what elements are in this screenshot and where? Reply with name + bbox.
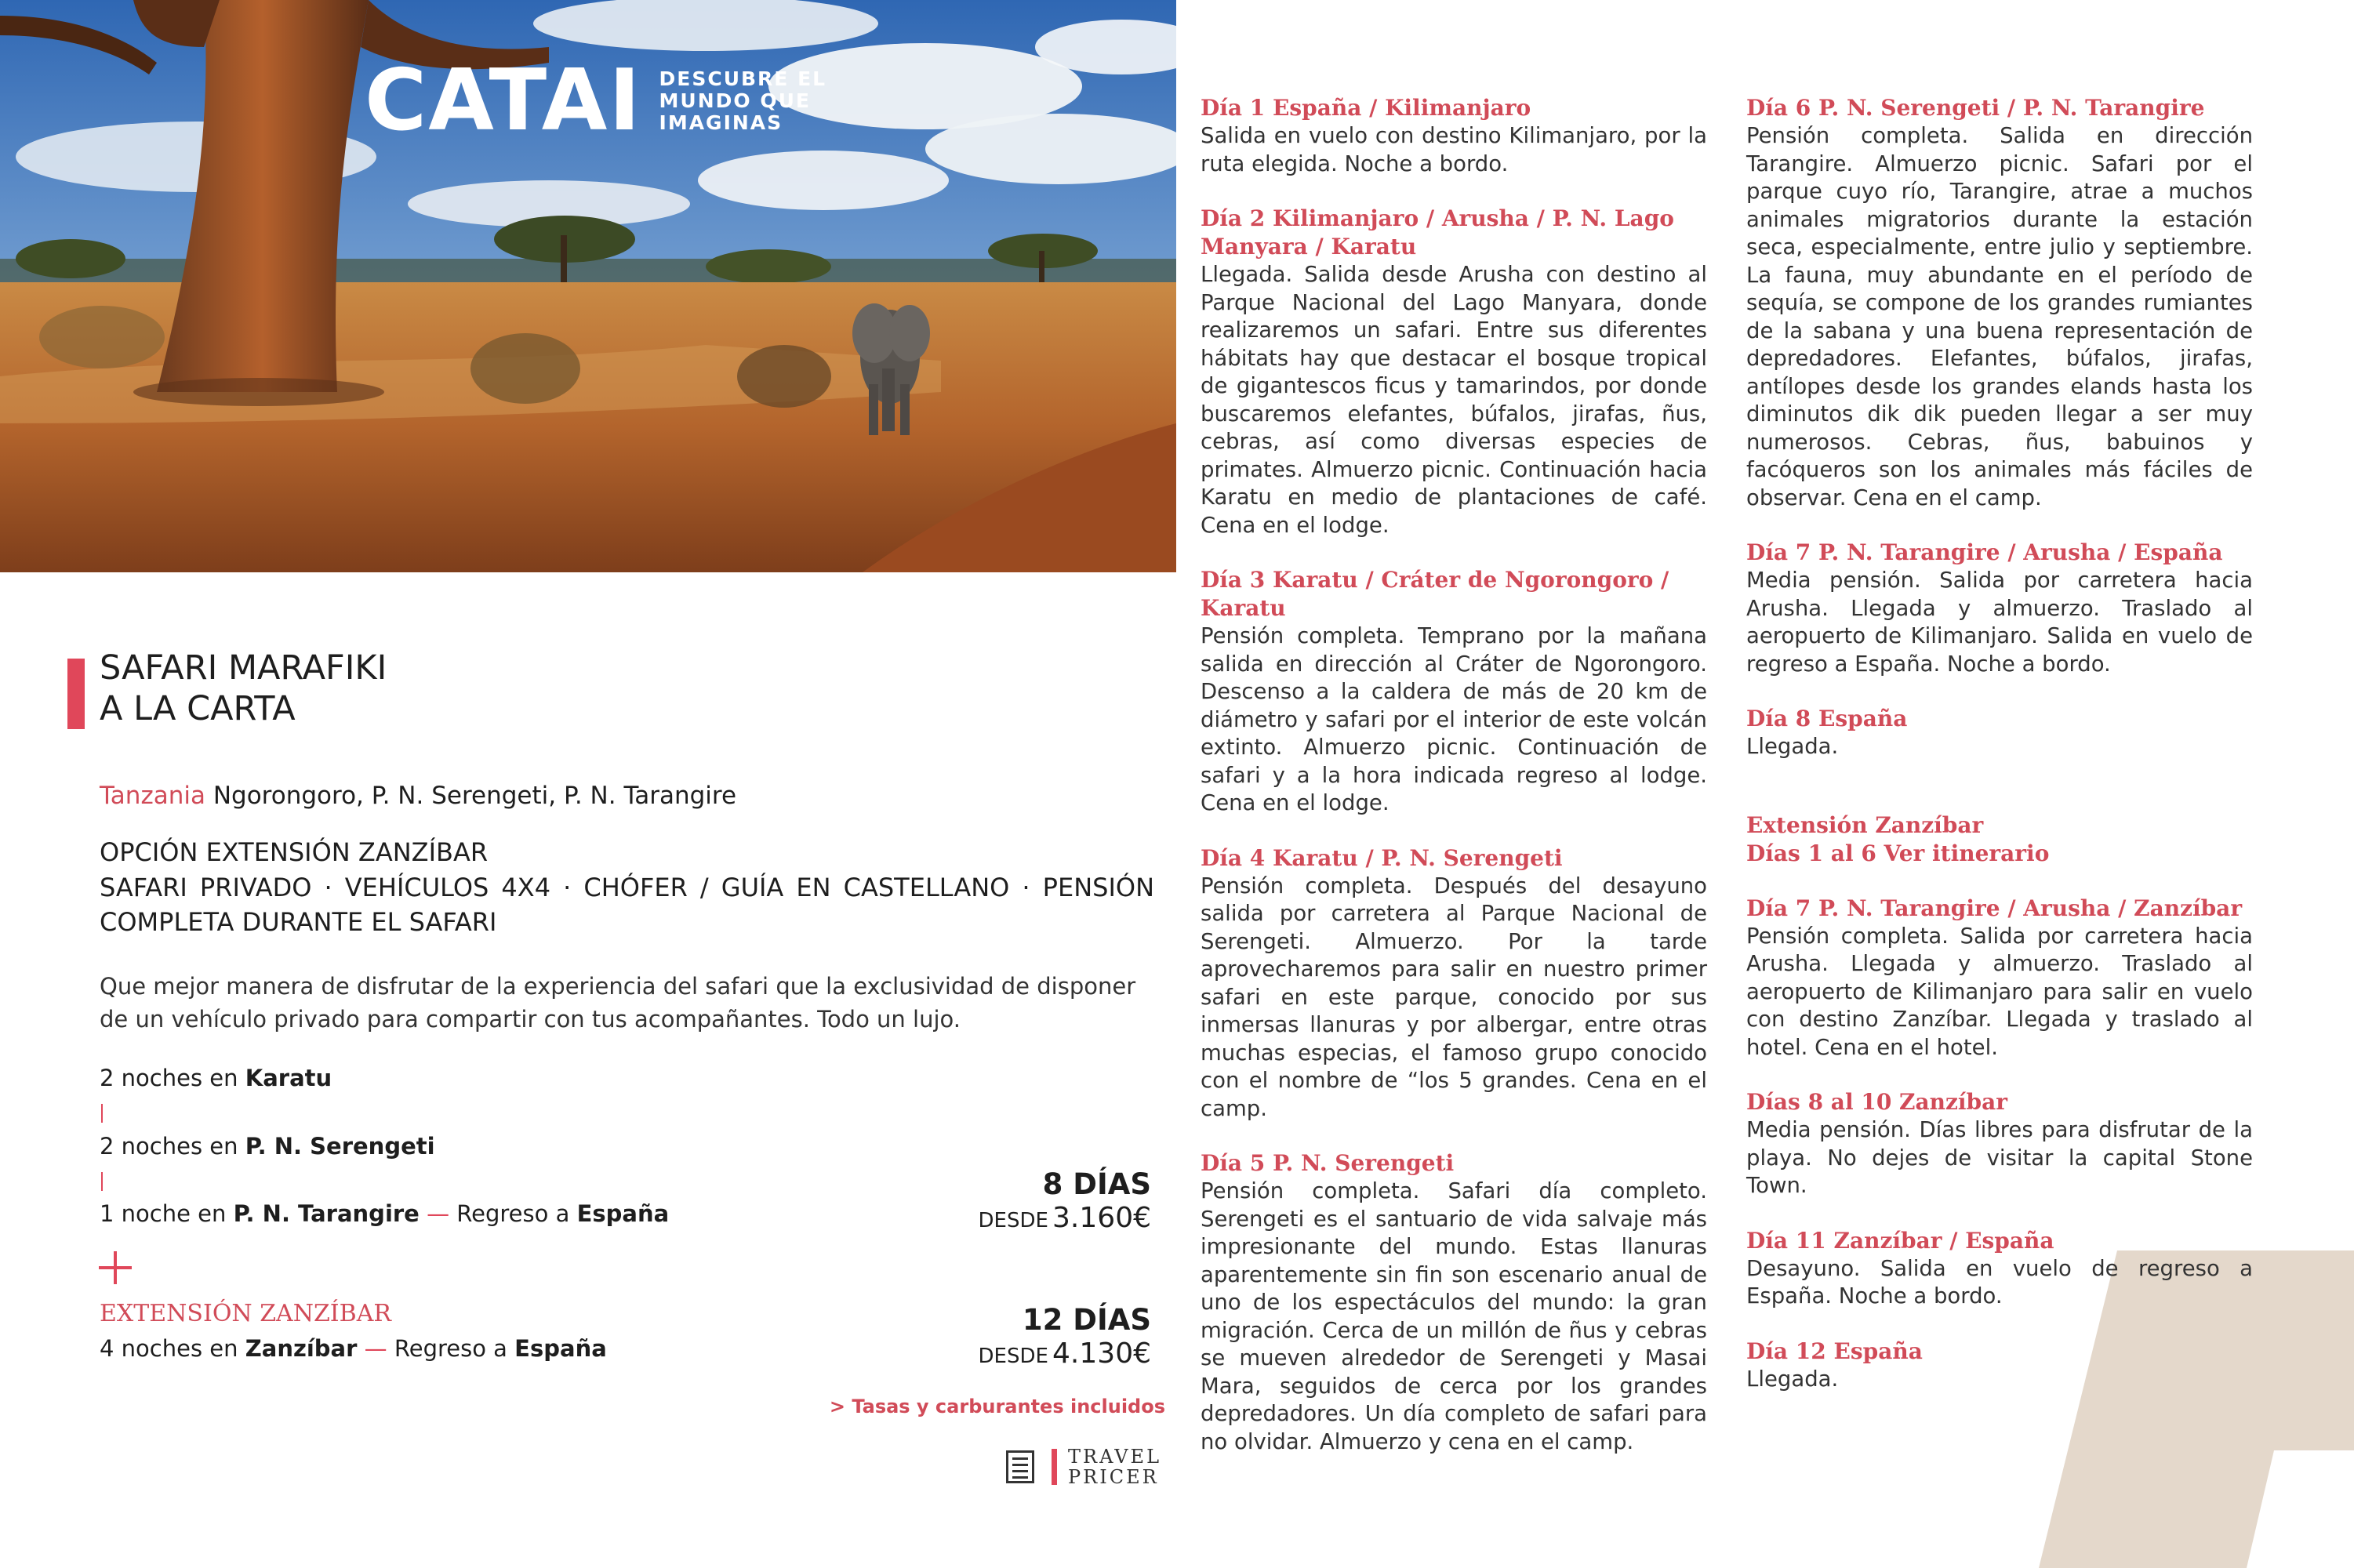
price-from: DESDE 4.130€: [978, 1338, 1151, 1370]
logo-wordmark: CATAI: [365, 52, 642, 150]
places-label: Ngorongoro, P. N. Serengeti, P. N. Tarangire: [213, 782, 737, 810]
itinerary-day: [1746, 705, 2253, 761]
travel-pricer-logo: TRAVEL PRICER: [1006, 1446, 1161, 1487]
itinerary-day: [1746, 539, 2253, 678]
itinerary-day: [1201, 205, 1707, 539]
day-text: Llegada.: [1746, 734, 1839, 759]
day-text: Media pensión. Salida por carretera hacia Arusha. Llegada y almuerzo. Traslado al aeropuerto de Kilimanjaro. Salida en vuelo de regreso a España. Noche a bordo.: [1746, 568, 2253, 677]
itinerary-day: [1201, 1149, 1707, 1456]
day-text: Pensión completa. Temprano por la mañana salida en dirección al Cráter de Ngorongoro. Descenso a la caldera de más de 20 km de diámetro y safari por el interior de este volcán extinto. Almuerzo picnic. Continuación de safari y a la hora indicada regreso al lodge. Cena en el lodge.: [1201, 623, 1707, 815]
day-title: Día 5 P. N. Serengeti: [1201, 1150, 1455, 1176]
itinerary-day: [1746, 1227, 2253, 1311]
price-days: 8 DÍAS: [1042, 1167, 1151, 1201]
day-title: Día 7 P. N. Tarangire / Arusha / España: [1746, 539, 2223, 565]
itinerary-column: [1201, 94, 1707, 1483]
day-title: Día 3 Karatu / Cráter de Ngorongoro / Karatu: [1201, 567, 1669, 621]
day-title: Día 1 España / Kilimanjaro: [1201, 95, 1531, 121]
itinerary-column: [1746, 94, 2253, 1420]
day-text: Llegada.: [1746, 1366, 1839, 1392]
trip-title: SAFARI MARAFIKI A LA CARTA: [100, 648, 387, 728]
title-accent-bar: [67, 659, 85, 729]
day-title: Día 8 España: [1746, 706, 1908, 731]
day-text: Pensión completa. Safari día completo. Serengeti es el santuario de vida salvaje más impresionante del mundo. Estas llanuras aparentemente sin fin son escenario anual de uno de los espectáculos del mundo: la gran migración. Cerca de un millón de ñus y cebras se mueven alrededor de Serengeti y Masai Mara, seguidos de cerca por los grandes depredadores. Un día completo de safari para no olvidar. Almuerzo y cena en el camp.: [1201, 1178, 1707, 1454]
day-title: Día 2 Kilimanjaro / Arusha / P. N. Lago Manyara / Karatu: [1201, 205, 1674, 260]
day-title: Día 12 España: [1746, 1338, 1923, 1364]
itinerary-day: [1201, 94, 1707, 178]
features-text: SAFARI PRIVADO · VEHÍCULOS 4X4 · CHÓFER / GUÍA EN CASTELLANO · PENSIÓN COMPLETA DURANTE EL SAFARI: [100, 873, 1154, 937]
plus-icon: [99, 1251, 132, 1284]
stay-item: 2 noches en P. N. Serengeti: [100, 1133, 435, 1160]
day-title: Día 7 P. N. Tarangire / Arusha / Zanzíbar: [1746, 895, 2243, 921]
extension-label: EXTENSIÓN ZANZÍBAR: [100, 1300, 391, 1327]
destination-line: [100, 782, 736, 810]
day-title: Día 11 Zanzíbar / España: [1746, 1227, 2054, 1254]
day-text: Pensión completa. Salida en dirección Tarangire. Almuerzo picnic. Safari por el parque cuyo río, Tarangire, atrae a muchos animales migratorios durante la estación seca, especialmente, entre julio y septiembre. La fauna, muy abundante en el período de sequía, se compone de los grandes rumiantes de la sabana y una buena representación de depredadores. Elefantes, búfalos, jirafas, antílopes desde los grandes elands hasta los diminutos dik dik pueden llegar a ser muy numerosos. Cebras, ñus, babuinos y facóqueros son los animales más fáciles de observar. Cena en el camp.: [1746, 123, 2253, 510]
day-text: Desayuno. Salida en vuelo de regreso a España. Noche a bordo.: [1746, 1255, 2253, 1308]
catai-logo: [365, 52, 827, 150]
day-text: Media pensión. Días libres para disfrutar de la playa. No dejes de visitar la capital Stone Town.: [1746, 1117, 2253, 1198]
stay-connector: [101, 1172, 103, 1191]
logo-tagline: DESCUBRE EL MUNDO QUE IMAGINAS: [659, 67, 827, 134]
itinerary-day: [1746, 895, 2253, 1062]
calculator-icon: [1006, 1450, 1034, 1483]
day-text: Salida en vuelo con destino Kilimanjaro, por la ruta elegida. Noche a bordo.: [1201, 123, 1707, 176]
itinerary-day: [1746, 1338, 2253, 1394]
price-days: 12 DÍAS: [1022, 1303, 1151, 1337]
day-text: Pensión completa. Salida por carretera hacia Arusha. Llegada y almuerzo. Traslado al aeropuerto de Kilimanjaro para salir en vuelo con destino Zanzíbar. Llegada y traslado al hotel. Cena en el hotel.: [1746, 923, 2253, 1060]
itinerary-day: [1201, 844, 1707, 1123]
stay-item: 1 noche en P. N. Tarangire — Regreso a España: [100, 1200, 670, 1227]
taxes-note: > Tasas y carburantes incluidos: [829, 1396, 1165, 1417]
hero-photo: [0, 0, 1176, 572]
day-title: Días 8 al 10 Zanzíbar: [1746, 1089, 2007, 1115]
day-title: Día 6 P. N. Serengeti / P. N. Tarangire: [1746, 95, 2205, 121]
option-heading: OPCIÓN EXTENSIÓN ZANZÍBAR: [100, 837, 489, 867]
intro-paragraph: Que mejor manera de disfrutar de la experiencia del safari que la exclusividad de disponer de un vehículo privado para compartir con tus acompañantes. Todo un lujo.: [100, 973, 1136, 1033]
stay-item: 2 noches en Karatu: [100, 1065, 332, 1091]
itinerary-day: [1746, 94, 2253, 512]
itinerary-day: [1201, 566, 1707, 818]
country-label: Tanzania: [100, 782, 205, 810]
extension-heading: Extensión Zanzíbar Días 1 al 6 Ver itinerario: [1746, 811, 2050, 866]
day-text: Pensión completa. Después del desayuno salida por carretera al Parque Nacional de Serengeti. Almuerzo. Por la tarde aprovecharemos para salir en nuestro primer safari en este parque, conocido por sus inmersas llanuras y por albergar, entre otras muchas especias, el famoso grupo conocido con el nombre de “los 5 grandes. Cena en el camp.: [1201, 873, 1707, 1121]
stay-connector: [101, 1104, 103, 1123]
price-from: DESDE 3.160€: [978, 1202, 1151, 1234]
day-text: Llegada. Salida desde Arusha con destino al Parque Nacional del Lago Manyara, donde realizaremos un safari. Entre sus diferentes hábitats hay que destacar el bosque tropical de gigantescos ficus y tamarindos, por donde buscaremos elefantes, búfalos, jirafas, ñus, cebras, así como diversas especies de primates. Almuerzo picnic. Continuación hacia Karatu en medio de plantaciones de café. Cena en el lodge.: [1201, 262, 1707, 538]
day-title: Día 4 Karatu / P. N. Serengeti: [1201, 844, 1563, 871]
itinerary-day: [1746, 1088, 2253, 1200]
stay-item: 4 noches en Zanzíbar — Regreso a España: [100, 1335, 607, 1362]
